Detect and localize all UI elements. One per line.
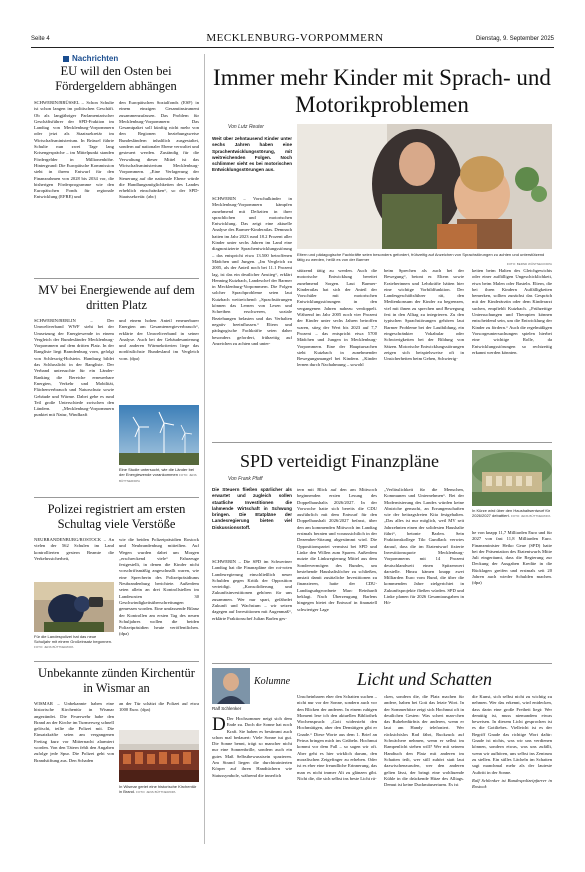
children-photo: [297, 124, 552, 249]
kolumne-col4-text: die Kunst, sich selbst nicht zu wichtig zu nehmen. Wer das erkennt, wird entdecken, dass darin eine große Freiheit liegt: Wer demütig ist, muss niemandem etwas beweisen. In diesem Licht gesprochen ist es die Gottliebes. Vielleicht ist es der Begriff Gnade das richtige Wort dafür: Gnade ist nichts, was wir uns verdienen können, sondern etwas, was uns zufällt, wenn wir aufhören, uns selbst ins Zentrum zu stellen. Ein stilles Lächeln im Schatten sagt manchmal mehr als der lauteste Auftritt in der Sonne.: [472, 694, 552, 775]
energie-caption-text: Eine Studie untersucht, wie die Länder bei der Energiewende vorankommen: [119, 467, 194, 477]
spd-lead: Die Steuern fließen spärlicher als erwartet und zugleich sollen staatliche Investitionen die lahmende Wirtschaft in Schwung bringen. Die Etatpläne der Landesregierung bieten viel Diskussionsstoff.: [212, 487, 292, 530]
rubric-square-icon: [63, 56, 69, 62]
police-officer-image: [34, 582, 114, 632]
kolumne-col2: Unscheinbaren eher den Schatten suchen – nicht nur vor der Sonne, sondern auch vor den Blicken der anderen. In einem ruhigen Moment lese ich den aktuellen Bibliothek Wochenspruch: „Gott widersteht den Hochmütigen, aber den Demütigen gibt er Gnade.“ Diese Worte aus dem 1. Brief an Petrus bringen mich ins Grübeln. Hochmut kommt vor dem Fall – so sagen wir oft. Aber geht es hier wirklich darum, den moralischen Zeigefinger zu erheben. Oder ist es eher eine freundliche Erinnerung, das man es nicht immer Alt zu glänzen gibt. Nicht die, die sich selbst ins beste Licht rü-: [297, 694, 377, 781]
header-rule: [31, 47, 554, 48]
spd-col3: „Verlässlichkeit für die Menschen, Kommunen und Unternehmen“. Bei der Modernisierung des Landes würden keine Abstriche gemacht, an Errungenschaften wie der beitragsfreien Kita festgehalten. „Das alles ist nur möglich, weil MV seit Jahrzehnten einen der solidesten Haushalte führt“, betonte Barlen. Sein Fraktionskollege Tilo Gundlack verwies darauf, dass die im Etatentwurf fixierte Investitionsquote Mecklenburg-Vorpommerns mit 14 Prozent deutschlandweit einen Spitzenwert darstelle. Hinzu kämen knapp zwei Milliarden Euro vom Bund, die über die kommenden Jahre zielgerichtet in Zukunftsprojekte fließen würden. SPD und Linke planen für 2026 Gesamtausgaben in Hö-: [384, 487, 464, 606]
kinder-author: Von Lutz Reuter: [228, 124, 264, 130]
spd-caption: [472, 508, 552, 519]
headline-energie: MV bei Energiewende auf dem dritten Platz: [38, 283, 195, 312]
issue-date: Dienstag, 9. September 2025: [475, 36, 554, 42]
divider: [34, 661, 199, 662]
drop-cap: D: [212, 716, 226, 735]
author-portrait-image: [212, 668, 250, 704]
divider: [34, 497, 199, 498]
kolumne-footnote: Ralf Schlenker ist Bundespolizeipfarrer in Rostock: [472, 777, 552, 790]
divider: [212, 442, 552, 443]
kinder-col1: SCHWERIN – Vorschulkinder in Mecklenburg-Vorpommern kämpfen zunehmend mit Defiziten in ihrer sprachlichen und motorischen Entwicklung. Das zeigt eine aktuelle Analyse des Barmer-Kinderatlas. Demnach hatten im Jahr 2023 rund 18.2 Prozent aller Kinder unter sechs Jahren im Land eine diagnostizierte Sprachentwicklungsstörung – das entspricht etwa 13.500 betroffenen Mädchen und Jungen. „Im Vergleich zu 2005, als der Anteil noch bei 11.1 Prozent lag, ist das ein deutlicher Anstieg“, erklärt Henning Kutzbach, Landeschef der Barmer in Mecklenburg-Vorpommern. Die Folgen solcher Sprachprobleme seien laut Kutzbach weitreichend: „Sprachstörungen können das Lernen von Lesen und Schreiben erschweren, soziale Beziehungen belasten und das Verhalten negativ beeinflussen.“ Eltern und pädagogische Fachkräfte seien daher besonders gefordert, frühzeitig auf Anzeichen zu achten und unter-: [212, 196, 292, 346]
spd-caption-text: In Kürze wird über den Haushaltsentwurf für 2026/2027 debattiert.: [472, 508, 551, 518]
spd-col1: SCHWERIN – Die SPD im Schweriner Landtag hat die Finanzpläne der rot-roten Landesregierung einschließlich neuer Schulden gegen Kritik der Opposition verteidigt. „Konsolidierung und Zukunftsinvestitionen gehören für uns zusammen. Wer nur spart, gefährdet Zukunft und Wachstum – wir setzen dagegen auf Investitionen mit Augenmaß“, erklärte Fraktionschef Julian Barlen ges-: [212, 559, 292, 621]
kinder-credit: FOTO: BERND WÜSTNECK/DPA: [506, 262, 552, 266]
kirche-col1: WISMAR – Unbekannte haben eine historische Kirchentür in Wismar angezündet. Die Feuerwehr habe den Brand an der Kirche im Turmerweg schnell gelöscht, teilte die Polizei mit. Die Einsatzkräfte seien am vergangenen Freitag kurz vor Mitternacht alarmiert worden. Von den Tätern fehlt den Angaben zufolge jede Spur. Die Polizei geht von Brandstiftung aus. Den Schaden: [34, 701, 114, 763]
kolumne-col4: [472, 694, 552, 840]
spd-col2: tern mit Blick auf den am Mittwoch beginnenden ersten Lesung des Doppelhaushalts 2026/2027. In der Vorwoche hatte sich bereits die CDU ausführlich mit dem Entwurf für den Doppelhaushalt 2026/2027 befasst, über den am kommenden Mittwoch im Landtag erstmals beraten und voraussichtlich in der Dezember-Sitzung abgestimmt wird. Die Oppositionspartei vermisst bei SPD und Linke den Willen zum Sparen. Außerdem nutzte die Linksregierung Mittel aus dem Sondervermögen des Bundes, um bestehende Haushaltslöcher zu schließen, anstatt damit zusätzliche Investitionen zu finanzieren, hatte der CDU-Landtagsabgeordnete Marc Reinhardt beklagt. Nach Überzeugung Barlens hingegen bietet der Entwurf in finanziell schwieriger Lage: [297, 487, 377, 612]
headline-kolumne: Licht und Schatten: [357, 669, 492, 689]
spd-credit: FOTO: JENS BÜTTNER/DPA: [510, 514, 551, 518]
osten-col1: SCHWERIN/BRÜSSEL – Schon Schulte ist schon langen im politischen Geschäft. Ob als langjähriger Parlamentarischer Geschäftsführer der SPD-Fraktion im Landtag von Mecklenburg-Vorpommern oder jetzt als Staatssekretär im Wirtschaftsministerium. In Brüssel führte Schulte nun zwei Tage lang Krisengespräche – im Mittelpunkt standen Fördergelder in Millionenhöhe. Hintergrund: Die Europäische Kommission sieht in ihrem Entwurf für den Finanzrahmen von 2028 bis 2034 vor, die bisherigen Förderprogramme wie den Europäischen Fonds für regionale Entwicklung (EFRE) und: [34, 100, 114, 200]
divider: [34, 278, 199, 279]
page-number: Seite 4: [31, 36, 50, 42]
energie-credit: FOTO: JENS BÜTTNER/DPA: [119, 473, 197, 483]
kirche-caption: [119, 784, 199, 795]
column-divider: [204, 54, 205, 844]
rubric-label: Nachrichten: [72, 54, 119, 63]
kinder-col4: keiten beim Halten des Gleichgewichts oder einer auffälligen Ungeschicklichkeit, etwa beim Malen oder Basteln. Eltern, die bei ihren Kindern Auffälligkeiten bemerken, sollten zunächst das Gespräch mit der Kinderärztin oder dem Kinderarzt suchen, empfiehlt Kutzbach. „Frühzeitige Untersuchungen und Therapien können entscheidend sein, um die Entwicklung der Kinder zu fördern.“ Auch die regelmäßigen Vorsorgeuntersuchungen spielen hierbei eine wichtige Rolle, da Entwicklungsstörungen so rechtzeitig erkannt werden könnten.: [472, 268, 552, 355]
kolumne-label: Kolumne: [254, 676, 291, 687]
headline-spd: SPD verteidigt Finanzpläne: [240, 451, 439, 471]
polizei-col1: NEUBRANDENBURG/ROSTOCK – An vielen der 562 Schulen im Land kontrollierten gestern Beamte die Verkehrssicherheit,: [34, 537, 114, 561]
energie-col1: SCHWERIN/BERLIN – Der Umweltverband WWF sieht bei der Umsetzung der Energiewende in einem Vergleich der Bundesländer Mecklenburg-Vorpommern auf dem dritten Platz. In der Rangliste liegt Brandenburg vorn, gefolgt von Schleswig-Holstein. Hamburg bildet das Schlusslicht in der Rangliste. Der Verband untersuchte für ein Länder-Ranking die Bereiche erneuerbare Energien, Verkehr und Mobilität, Flächenverbrauch und Naturschutz sowie Gebäude und Wärme. Dabei gebe es rund Teil große Unterschiede zwischen den Ländern. „Mecklenburg-Vorpommern punktet mit Natur, Windkraft: [34, 318, 114, 418]
polizei-caption: [34, 634, 114, 650]
polizei-col2: wie die beiden Polizeipräsidien Rostock und Neubrandenburg mitteilten. Auf Wegen wurden dabei um Morgen „erschreckend viele“ Fahrzeuge festgestellt, in denen die Kinder nicht vorschriftsmäßig angeschnallt waren, wie eine Sprecherin des Polizeipräsidiums Neubrandenburg berichtete. Außerdem seien allein an drei Kontrollstellen im Landesosten 30 Geschwindigkeitsüberschreitungen gemessen worden. Eine umfassende Bilanz der Kontrollen am ersten Tag des neuen Schuljahres wollen die beiden Polizeipräsidien heute veröffentlichen. (dpa): [119, 537, 199, 637]
energie-caption: [119, 467, 199, 484]
kinder-col3: beim Sprechen als auch bei der Bewegung“, betont er. Eltern sowie Erzieherinnen und Lehrkräfte hätten hier eine wichtige Vorbildfunktion. Der Landesgeschäftsführer rät, den Medienkonsum der Kinder zu begrenzen, viel mit ihnen zu sprechen und Bewegung fest in den Alltag zu integrieren. Zu den typischen Sprachstörungen gehören laut Barmer Probleme bei der Lautbildung, ein eingeschränkter Vokabular oder Schwierigkeiten bei der Bildung von Sätzen. Motorische Entwicklungsstörungen zeigen sich beispielsweise oft in Unsicherheiten beim Gehen, Schwierig-: [384, 268, 464, 362]
parliament-image: [472, 450, 552, 506]
kirche-caption-text: In Wismar geriet eine historische Kirchentür in Brand.: [119, 784, 197, 794]
kinder-caption-text: Eltern und pädagogische Fachkräfte seien besonders gefordert, frühzeitig auf Anzeichen von Sprachstörungen zu achten und unterstützend tätig zu werden, heißt es von der Barmer: [297, 252, 545, 262]
osten-col2: den Europäischen Sozialfonds (ESF) in einem einzigen Gesamtinstrument zusammenzufassen. Das Problem für Mecklenburg-Vorpommern: Das Gesamtpaket soll künftig nicht mehr von den Regionen beziehungsweise Bundesländern inhaltlich ausgestaltet, sondern auf nationaler Ebene verwaltet und gesteuert werden. Zuständig für die Verwaltung dieser Mittel ist das Wirtschaftsministerium Mecklenburg-Vorpommern. „Eine Verlagerung der Steuerung auf die nationale Ebene würde die Handlungsmöglichkeiten des Landes erheblich einschränken“, so der SPD-Staatssekretär. (abc): [119, 100, 199, 200]
church-door-image: [119, 730, 199, 782]
spd-col4: he von knapp 11,7 Milliarden Euro und für 2027 von fast 11,8 Milliarden Euro. Finanzminister Heiko Geue (SPD) hatte bei der Präsentation des Etatentwurfs Mitte Juli eingeräumt, dass die Regierung zur Deckung der Ausgaben Kredite in die Rücklagen greifen und erstmals seit 20 Jahren auch wieder Schulden machen. (dpa): [472, 530, 552, 586]
section-title: MECKLENBURG-VORPOMMERN: [206, 32, 384, 44]
energie-col2: und einem hohen Anteil erneuerbarer Energien am Gesamtenergieverbrauch“, erklärte der Umweltverband in seiner Analyse. Auch bei der Gebäudesanierung und anderen Wärmekriterien liege das nordöstlichste Bundesland im Vergleich vorn. (dpa): [119, 318, 199, 361]
wind-turbines-image: [119, 405, 199, 465]
polizei-caption-text: Für die Landespolizei hat das neue Schuljahr mit einem Großeinsatz begonnen.: [34, 634, 113, 644]
parliament-photo: [472, 450, 552, 506]
polizei-credit: FOTO: JENS BÜTTNER/DPA: [34, 645, 74, 649]
headline-kirche: Unbekannte zünden Kirchentür in Wismar an: [38, 666, 195, 695]
author-portrait: [212, 668, 250, 704]
rubric-nachrichten: [63, 54, 118, 63]
divider: [212, 663, 552, 664]
wind-turbines-photo: [119, 405, 199, 465]
kolumne-col3: cken, sondern die, die Platz machen für andere, haben bei Gott das letzte Wort. In der Sommerhitze zeigt sich Hochmut oft in deutlichen Gesten: Was schert man-chen das Ruhebedürfnis der anderen, wenn er laut am Handy telefoniert. Wer rücksichtslos Rad fährt, Ruckzuck auf Schwächere nehmen, wenn er selbst im Rampenlicht stehen will? Wer mit seinem Handtuch den Platz mit anderen im Schatten teilt, wer still zuhört statt laut dazwischenzurufen, wer den anderen gelten lässt, der bringt eine wohltuende Kühle in die drückende Hitze des Alltags. Demut ist keine Duckmäuserturm. Es ist: [384, 694, 464, 788]
kolumne-col1: [212, 716, 292, 840]
kolumne-col1-text: Der Hochsommer neigt sich dem Ende zu. Doch die Sonne hat noch Kraft. Sie haben es bestimmt auch schon mal bedauert: Viele Sonne tut gut. Die Sonne bennt, trägt so mancher nicht nur eine Sonnenbrille, sondern auch ein gutes Maß Selbstbewusstsein spazieren. Am Strand liegen die durchtrainierten Körper auf ihren Handtüchern wie Statussymbole, während die innerlich: [212, 716, 292, 778]
kirche-col2: an der Tür schätzt die Polizei auf etwa 1000 Euro. (dpa): [119, 701, 199, 713]
church-photo: [119, 730, 199, 782]
headline-polizei: Polizei registriert am ersten Schultag viele Verstöße: [47, 502, 186, 531]
kinder-col2: stützend tätig zu werden. Auch die motorische Entwicklung bereitet zunehmend Sorgen. Laut Barmer-Kinderatlas hat sich der Anteil der Vorschüler mit motorischen Entwicklungsstörungen in den vergangenen Jahren nahezu verdoppelt. Während im Jahr 2005 noch vier Prozent der Kinder unter sechs Jahren betroffen waren, stieg der Wert bis 2023 auf 7,7 Prozent – das entspricht etwa 5700 Mädchen und Jungen in Mecklenburg-Vorpommern. Eine der Hauptursachen sieht Kutzbach in zunehmender Bewegungsmangel bei Kindern. „Kinder lernen durch Nachahmung – sowohl: [297, 268, 377, 368]
kinder-caption: [297, 252, 552, 267]
police-photo: [34, 582, 114, 632]
kirche-credit: FOTO: JENS BÜTTNER/DPA: [136, 790, 176, 794]
kinder-lead: Weit über zehntausend Kinder unter sechs Jahren haben eine Sprachentwicklungsstörung, mit weitreichenden Folgen. Noch schlimmer sieht es bei motorischen Entwicklungsstörungen aus.: [212, 136, 292, 173]
kolumne-author: Ralf Schlenker: [212, 706, 242, 711]
children-playing-image: [297, 124, 552, 249]
headline-kinder: Immer mehr Kinder mit Sprach- und Motorikproblemen: [213, 65, 551, 117]
spd-author: Von Frank Pfaff: [228, 476, 263, 482]
headline-osten: EU will den Osten bei Fördergeldern abhängen: [55, 64, 177, 93]
